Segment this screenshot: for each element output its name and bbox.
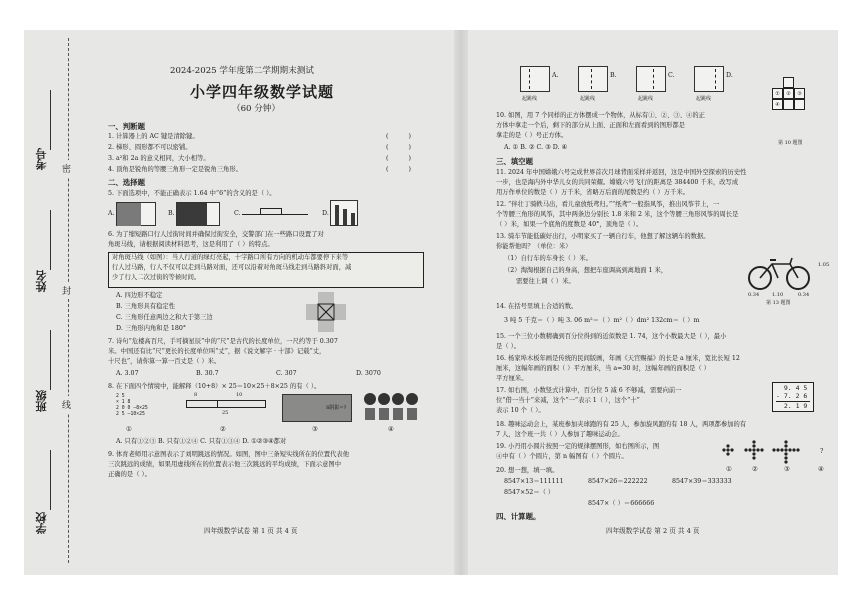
q10-options: A. ① B. ② C. ③ D. ④ <box>504 144 568 151</box>
bike-dim-left: 0.34 <box>748 292 760 298</box>
question-12-line2: 个等腰三角形的风筝，其中两条边分别长 1.8 米和 2 米，这个等腰三角形风筝的周长是 <box>496 211 739 218</box>
q20-example-2: 8547×26＝222222 <box>588 478 648 485</box>
q9-caption-b: 起跳线 <box>580 96 596 102</box>
q8-area-label: S阴影=? <box>326 405 347 411</box>
q8-calc-line1: 2 5 <box>116 394 125 399</box>
q13-part-1: （1）自行车的车身长（ ）米。 <box>504 255 592 262</box>
q20-example-3: 8547×39＝333333 <box>672 478 732 485</box>
q8-options: A. 只有①②③ B. 只有①②④ C. 只有①③④ D. ①②③④都对 <box>116 438 287 445</box>
q9-figure-a <box>520 66 550 92</box>
q17-calc-line3: 2. 1 9 <box>776 401 808 410</box>
q19-label-2: ② <box>752 466 758 473</box>
question-10-line1: 10. 如图，用 7 个同样的正方体摆成一个物体，从标有①、②、③、④的正 <box>496 112 705 119</box>
q17-calc-line2: - 7. 2 6 <box>776 392 810 401</box>
exam-title: 小学四年级数学试题 <box>190 83 335 101</box>
bike-dim-height: 1.05 <box>818 262 830 268</box>
xuexiao-underline <box>50 450 51 510</box>
q6-reading-material <box>108 252 424 288</box>
question-13-line2: 你能帮他吗？（单位：米） <box>496 243 572 250</box>
question-5: 5. 下面选项中，不能正确表示 1.64 中“6”的含义的是（ ）。 <box>108 190 276 197</box>
exam-header: 2024-2025 学年度第二学期期末测试 <box>170 66 314 76</box>
q8-label-3: ③ <box>312 426 318 433</box>
bike-dim-right: 0.34 <box>798 292 810 298</box>
q10-cube-plain-1 <box>783 99 794 110</box>
q8-calc-line2: × 1 8 <box>116 399 131 405</box>
label-xuexiao: 学校 <box>35 512 48 534</box>
bike-dim-middle: 1.10 <box>772 292 784 298</box>
question-4: 4. 顶角是锐角的等腰三角形一定是锐角三角形。 <box>108 166 242 173</box>
q19-label-1: ① <box>726 466 732 473</box>
question-6-line2: 角斑马线，请根据阅读材料思考，这是利用了（ ）的特点。 <box>108 241 274 248</box>
question-11-line3: 用万作单位的数是（ ）万千米，省略万后面的尾数是约（ ）万千米。 <box>496 189 689 196</box>
q9-caption-a: 起跳线 <box>522 96 538 102</box>
question-7-line2: 米。中国还有比“尺”更长的长度单位叫“丈”，据《说文解字 · 十部》记载“丈， <box>108 348 326 355</box>
q13-part-2: （2）淘淘根据自己的身高，想把车座调高到离地面 1 米， <box>504 267 668 274</box>
q8-seg-label-8: 8 <box>194 392 198 398</box>
q10-cube-plain-3 <box>783 77 794 88</box>
q9-caption-d: 起跳线 <box>696 96 712 102</box>
q8-figure-1-vertical-calc <box>116 394 148 418</box>
answer-blank-3[interactable]: ( ) <box>386 155 411 162</box>
label-xingming: 姓名 <box>35 270 48 292</box>
q6-option-d: D. 三角形内角和是 180° <box>116 325 187 332</box>
seal-mark-xian: 线 <box>62 396 71 413</box>
q13-bicycle-figure <box>746 254 816 292</box>
exam-paper-scan <box>24 30 838 575</box>
section-multiple-choice: 二、选择题 <box>108 178 145 187</box>
question-17-line1: 17. 如右图，小数竖式计算中，百分位 5 减 6 不够减，需要向前一 <box>496 387 682 394</box>
q9-figure-d <box>694 66 724 92</box>
label-banji: 班级 <box>35 390 48 412</box>
question-16-line1: 16. 杨家埠木板年画是传统的民间版画，年画《天官赐福》的长是 a 厘米，宽比长短 12 <box>496 355 740 362</box>
q9-option-c: C. <box>668 72 675 79</box>
question-8: 8. 在下面四个情境中，能解释（10+8）× 25＝10×25＋8×25 的有（ ）。 <box>108 383 321 390</box>
q7-option-c: C. 307 <box>276 370 297 377</box>
seal-line <box>68 38 69 563</box>
q8-calc-line4: 2 5 —10×25 <box>116 411 145 417</box>
question-2: 2. 梯形、圆形都不可以密铺。 <box>108 144 192 151</box>
question-7-line3: 十尺也”，请你算一算一百丈是（ ）米。 <box>108 358 221 365</box>
page2-footer: 四年级数学试卷 第 2 页 共 4 页 <box>606 527 700 535</box>
question-19-line2: ④中有（ ）个圆片，第 n 幅图有（ ）个圆片。 <box>496 453 628 460</box>
q10-cube-1: ① <box>772 88 783 99</box>
question-10-line3: 拿走的是（ ）号正方体。 <box>496 132 568 139</box>
label-kaohao: 考号 <box>35 148 48 170</box>
exam-duration: （60 分钟） <box>232 104 281 114</box>
q5-option-a-figure <box>116 202 156 226</box>
q19-label-question: ? <box>820 448 824 455</box>
q6-quote-line2: 行人过马路，行人不仅可以走到马路对面，还可以沿着对角斑马线走到马路斜对面，减 <box>112 264 352 271</box>
q10-caption: 第 10 题图 <box>778 140 803 146</box>
section-calculation: 四、计算题。 <box>496 512 541 521</box>
q19-dot-pattern-figure <box>720 440 820 474</box>
xingming-underline <box>50 210 51 270</box>
q9-figure-b <box>578 66 608 92</box>
q13-part-2b: 需要往上调（ ）米。 <box>516 278 575 285</box>
binding-strip <box>24 30 88 575</box>
question-15-line2: 是（ ）。 <box>496 343 521 350</box>
q8-label-2: ② <box>220 426 226 433</box>
question-6-line1: 6. 为了缩短路口行人过街时间并确保过街安全，交警部门在一些路口设置了对 <box>108 231 324 238</box>
question-11-line2: 一步，也是海内外中华儿女的共同荣耀。嫦娥六号飞行的距离是 384400 千米，改写成 <box>496 179 739 186</box>
question-19-line1: 19. 小丹用小圆片按照一定的规律摆图形，如右图所示，图 <box>496 443 660 450</box>
q9-option-a: A. <box>552 72 559 79</box>
section-fill-blank: 三、填空题 <box>496 157 533 166</box>
q17-calc-line1: 9. 4 5 <box>776 384 808 392</box>
answer-blank-2[interactable]: ( ) <box>386 144 411 151</box>
question-1: 1. 计算器上的 AC 键是清除键。 <box>108 133 199 140</box>
q5-option-c-bracket <box>260 208 282 214</box>
seal-mark-feng: 封 <box>62 282 71 299</box>
q9-caption-c: 起跳线 <box>638 96 654 102</box>
question-13-line1: 13. 骑车节能低碳好出行，小明家买了一辆自行车，他想了解这辆车的数据。 <box>496 233 710 240</box>
q13-caption: 第 13 题图 <box>766 300 791 306</box>
banji-underline <box>50 330 51 390</box>
page-1 <box>86 30 442 575</box>
q9-option-d: D. <box>726 72 733 79</box>
q6-quote-line3: 少了行人二次过街的等候时间。 <box>112 274 201 281</box>
question-9-line3: 正确的是（ ）。 <box>108 471 151 478</box>
q5-option-a-label: A. <box>108 210 115 217</box>
q19-label-3: ③ <box>784 466 790 473</box>
q8-label-4: ④ <box>388 426 394 433</box>
answer-blank-4[interactable]: ( ) <box>386 166 411 173</box>
question-16-line2: 厘米，这幅年画的面积（ ）平方厘米，当 a=30 时，这幅年画的面积是（ ） <box>496 365 710 372</box>
q8-figure-2-segment <box>186 400 266 408</box>
question-17-line3: 表示 10 个（ ）。 <box>496 407 545 414</box>
q5-option-b-label: B. <box>168 210 175 217</box>
kaohao-underline <box>50 90 51 150</box>
q6-option-a: A. 四边形不稳定 <box>116 292 163 299</box>
question-15-line1: 15. 一个三位小数精确到百分位得到的近似数是 1. 74，这个小数最大是（ ），最小 <box>496 333 727 340</box>
q8-seg-label-25: 25 <box>222 410 229 416</box>
question-18-line1: 18. 趣味运动会上，某班参加夹球跑的有 25 人，参加旋风跑的有 18 人，两项都参加的有 <box>496 421 747 428</box>
q6-option-c: C. 三角形任意两边之和大于第三边 <box>116 314 213 321</box>
question-9-line1: 9. 体育老师用示意图表示了刘明跳远的情况。如图，图中三条短实线所在的位置代表他 <box>108 451 349 458</box>
q8-calc-line3: 2 0 0 —8×25 <box>116 405 148 411</box>
q6-crosswalk-figure <box>306 292 346 332</box>
q20-blank-1: 8547×52＝（ ） <box>504 489 555 496</box>
page-2 <box>476 30 832 575</box>
q6-quote-line1: 对角斑马线（如图）：当人行道的绿灯亮起，十字路口所有方向的机动车都要停下来等 <box>112 254 349 261</box>
question-14: 14. 在括号里填上合适的数。 <box>496 303 578 310</box>
q8-seg-label-10: 10 <box>236 392 243 398</box>
q20-blank-2: 8547×（ ）＝666666 <box>588 500 655 507</box>
q10-cube-3: ③ <box>794 88 805 99</box>
question-3: 3. a²和 2a 的意义相同，大小相等。 <box>108 155 210 162</box>
page1-footer: 四年级数学试卷 第 1 页 共 4 页 <box>204 527 298 535</box>
q9-figure-c <box>636 66 666 92</box>
q5-option-b-figure <box>176 202 220 226</box>
answer-blank-1[interactable]: ( ) <box>386 133 411 140</box>
question-7-line1: 7. 诗句“危楼高百尺，手可摘星辰”中的“尺”是古代的长度单位，一尺约等于 0.307 <box>108 338 338 345</box>
q8-label-1: ① <box>126 426 132 433</box>
q5-option-c-label: C. <box>234 210 241 217</box>
question-20: 20. 想一想，填一填。 <box>496 467 559 474</box>
q5-option-d-abacus <box>330 200 358 226</box>
q7-option-a: A. 3.07 <box>116 370 139 377</box>
q20-example-1: 8547×13＝111111 <box>504 478 564 485</box>
question-12-line1: 12. “伴壮丁骑帙马出，看儿童放纸鸢归。”“纸鸢”一般指风筝，推出风筝节上，一 <box>496 201 720 208</box>
q10-cube-4: ④ <box>772 99 783 110</box>
q10-cube-2: ② <box>783 88 794 99</box>
q10-cube-plain-2 <box>794 99 805 110</box>
q5-option-d-label: D. <box>322 210 329 217</box>
question-18-line2: 7 人，这个班一共（ ）人参加了趣味运动会。 <box>496 431 624 438</box>
q8-figure-4-people <box>362 392 422 424</box>
question-9-line2: 三次跳远的成绩，如果用虚线所在的位置表示他三次跳远的平均成绩，下面示意图中 <box>108 461 341 468</box>
q6-option-b: B. 三角形具有稳定性 <box>116 303 176 310</box>
q7-option-b: B. 30.7 <box>196 370 219 377</box>
q7-option-d: D. 3070 <box>356 370 381 377</box>
q17-vertical-subtraction <box>772 382 814 412</box>
question-11-line1: 11. 2024 年中国嫦娥六号完成世界首次月球背面采样并返回，这是中国外空探索的历史性 <box>496 169 747 176</box>
q5-option-c-numberline <box>242 214 308 215</box>
question-10-line2: 方体中拿走一个后，剩下的部分从上面、正面和左面看到的图形都是 <box>496 122 685 129</box>
q19-label-4: ④ <box>818 466 824 473</box>
question-17-line2: 位“借一当十”来减，这个“一”表示 1（ ），这个“十” <box>496 397 640 404</box>
q9-option-b: B. <box>610 72 617 79</box>
page-gutter <box>454 30 468 575</box>
section-true-false: 一、判断题 <box>108 122 145 131</box>
question-12-line3: （ ）米，如果一个底角的度数是 40°，顶角是（ ）。 <box>496 221 643 228</box>
question-16-line3: 平方厘米。 <box>496 375 528 382</box>
q14-blanks: 3 吨 5 千克＝（ ）吨 3. 06 m²＝（ ）m²（ ）dm² 132cm＝（ ）m <box>504 317 700 324</box>
seal-mark-mi: 密 <box>62 160 71 177</box>
